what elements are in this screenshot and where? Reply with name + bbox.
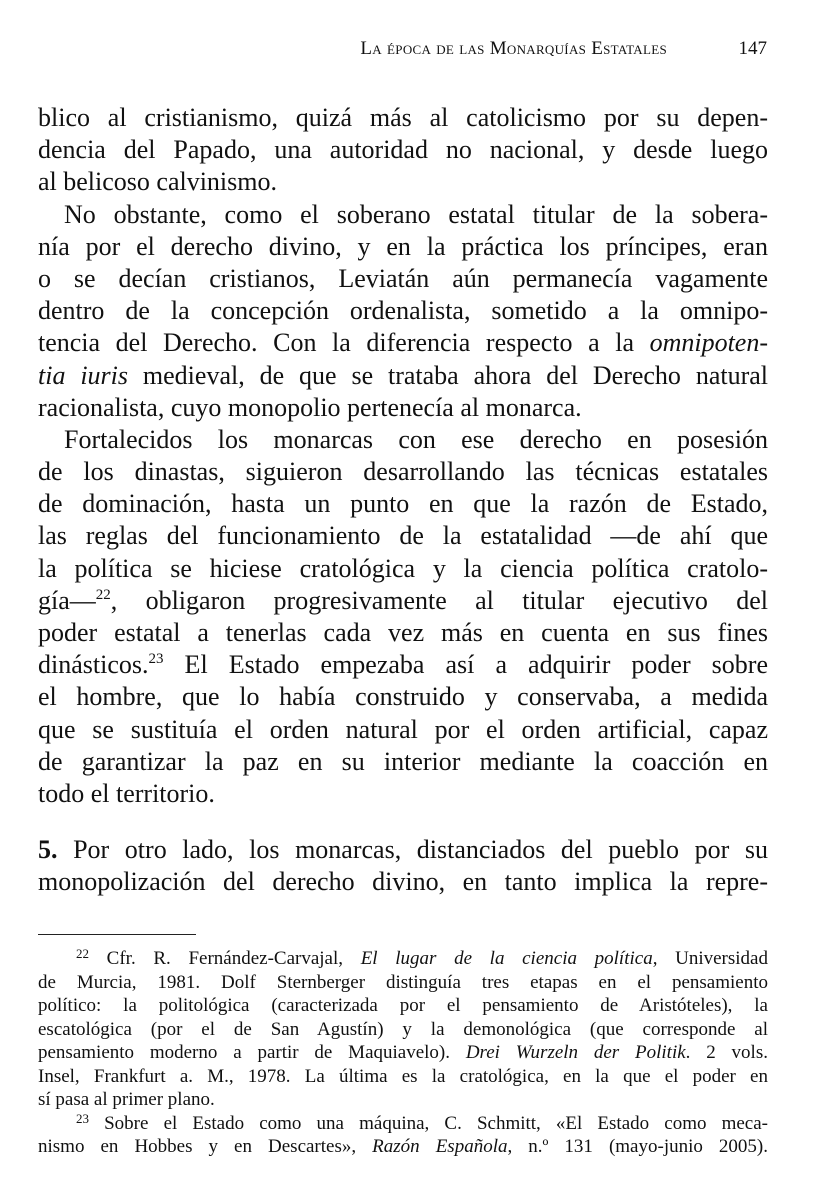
text-line: racionalista, cuyo monopolio pertenecía al monarca. <box>38 392 582 422</box>
running-title: La época de las Monarquías Estatales <box>360 38 667 59</box>
text-run: Cfr. R. Fernández-Carvajal, <box>89 948 361 969</box>
text-run: . 2 vols. <box>685 1042 768 1063</box>
footnote-line: escatológica (por el de San Agustín) y la demonológica (que corresponde al <box>38 1018 768 1040</box>
footnote-ref: 23 <box>148 651 164 668</box>
footnote-rule <box>38 934 196 935</box>
footnote-number: 23 <box>76 1110 89 1126</box>
text-run: , n.º 131 (mayo-junio 2005). <box>507 1136 768 1157</box>
italic-title: Drei Wurzeln der Politik <box>465 1042 686 1063</box>
page-header <box>38 38 767 68</box>
text-line: monopolización del derecho divino, en tanto implica la repre- <box>38 867 768 897</box>
text-run: medieval, de que se trataba ahora del Derecho natural <box>128 360 769 390</box>
text-line: de garantizar la paz en su interior mediante la coacción en <box>38 746 768 776</box>
text-line: la política se hiciese cratológica y la ciencia política cratolo- <box>38 553 768 583</box>
text-line: el hombre, que lo había construido y conservaba, a medida <box>38 682 768 712</box>
text-line: al belicoso calvinismo. <box>38 167 278 197</box>
text-line: Fortalecidos los monarcas con ese derecho en posesión <box>64 424 768 454</box>
body-text <box>38 102 768 899</box>
text-line: las reglas del funcionamiento de la estatalidad —de ahí que <box>38 521 768 551</box>
text-line: que se sustituía el orden natural por el orden artificial, capaz <box>38 714 768 744</box>
footnote-line: sí pasa al primer plano. <box>38 1089 215 1110</box>
text-run: , Universidad <box>652 948 768 969</box>
section-gap <box>38 810 768 834</box>
footnote-line: de Murcia, 1981. Dolf Sternberger distinguía tres etapas en el pensamiento <box>38 971 768 993</box>
text-run: dinásticos. <box>38 650 149 680</box>
text-line: blico al cristianismo, quizá más al catolicismo por su depen- <box>38 103 768 132</box>
text-line: de los dinastas, siguieron desarrollando las técnicas estatales <box>38 457 768 487</box>
footnote-ref: 22 <box>95 586 111 603</box>
section-number: 5. <box>38 835 58 865</box>
text-line <box>38 649 768 681</box>
text-line: poder estatal a tenerlas cada vez más en cuenta en sus fines <box>38 618 768 647</box>
page-number: 147 <box>738 38 767 59</box>
text-run: nismo en Hobbes y en Descartes», <box>38 1136 373 1157</box>
text-line <box>38 585 768 617</box>
text-line: dencia del Papado, una autoridad no nacional, y desde luego <box>38 135 768 165</box>
text-run: Por otro lado, los monarcas, distanciados del pueblo por su <box>57 835 768 865</box>
italic-term: omnipoten- <box>649 328 768 358</box>
footnote-line <box>38 1112 768 1136</box>
text-run: El Estado empezaba así a adquirir poder sobre <box>163 650 768 680</box>
footnote-line: Insel, Frankfurt a. M., 1978. La última es la cratológica, en la que el poder en <box>38 1065 768 1087</box>
text-line: nía por el derecho divino, y en la práctica los príncipes, eran <box>38 231 768 261</box>
text-line: o se decían cristianos, Leviatán aún permanecía vagamente <box>38 263 768 293</box>
text-run: Sobre el Estado como una máquina, C. Schmitt, «El Estado como meca- <box>89 1112 768 1134</box>
text-run: pensamiento moderno a partir de Maquiavelo). <box>38 1042 466 1063</box>
footnote-line <box>38 1135 768 1159</box>
text-run: , obligaron progresivamente al titular ejecutivo del <box>110 585 768 615</box>
text-line <box>38 327 768 359</box>
footnote-line <box>38 947 768 971</box>
italic-title: El lugar de la ciencia política <box>360 948 653 969</box>
text-line: dentro de la concepción ordenalista, sometido a la omnipo- <box>38 296 768 326</box>
text-line: todo el territorio. <box>38 778 215 808</box>
footnote-number: 22 <box>76 946 89 961</box>
text-line: No obstante, como el soberano estatal titular de la sobera- <box>64 199 768 229</box>
footnotes <box>38 947 768 1159</box>
text-run: gía— <box>38 585 96 615</box>
text-line <box>38 834 768 866</box>
text-line <box>38 360 768 392</box>
italic-title: Razón Española <box>372 1136 508 1157</box>
text-line: de dominación, hasta un punto en que la razón de Estado, <box>38 489 768 519</box>
footnote-line <box>38 1041 768 1065</box>
text-run: tencia del Derecho. Con la diferencia respecto a la <box>38 328 650 358</box>
italic-term: tia iuris <box>38 360 129 390</box>
footnote-line: político: la politológica (caracterizada por el pensamiento de Aristóteles), la <box>38 995 768 1016</box>
